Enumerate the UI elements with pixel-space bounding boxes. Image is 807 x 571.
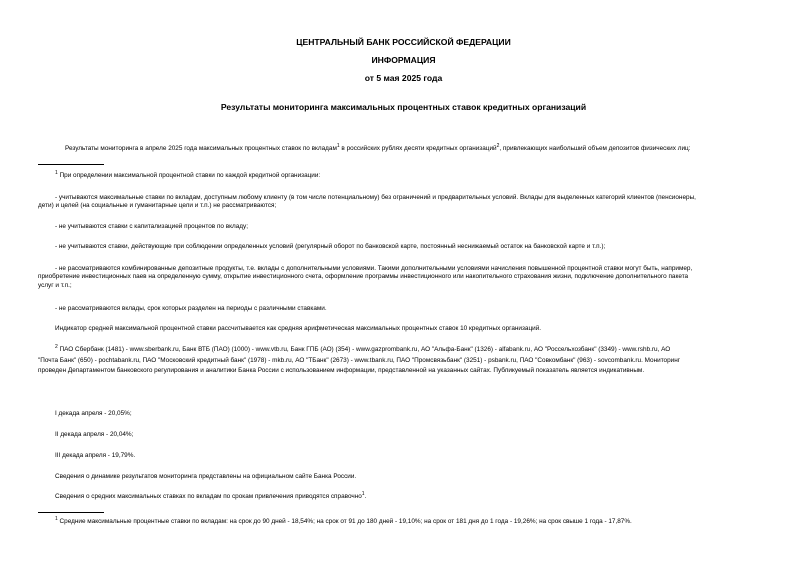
footnote-1-mark: 1 <box>55 169 58 176</box>
footnote-separator <box>38 164 104 165</box>
footnote-ref-3[interactable]: 1 <box>361 490 365 497</box>
footnote-2-line-3: проведен Департаментом банковского регулирования и аналитики Банка России с использованием информации, представленной на указанных сайтах. Публикуемый показатель является индикативным. <box>38 367 645 374</box>
footnote-ref-2[interactable]: 2 <box>496 142 500 149</box>
footnote-2-line-2: "Почта Банк" (650) - pochtabank.ru, ПАО "Московский кредитный банк" (1978) - mkb.ru, АО "ТБанк" (2673) - www.tbank.ru, ПАО "Промсвязьбанк" (3251) - psbank.ru, ПАО "Совкомбанк" (963) - sovcombank.ru. Мониторинг <box>38 357 681 364</box>
footnote-ref-1[interactable]: 1 <box>336 142 340 149</box>
intro-text-1: Результаты мониторинга в апреле 2025 года максимальных процентных ставок по вкладам <box>65 145 337 152</box>
footnote-2-mark: 2 <box>55 343 58 350</box>
footnote-1-lead-text: При определении максимальной процентной ставки по каждой кредитной организации: <box>57 172 321 179</box>
terms-note-text: Сведения о средних максимальных ставках по вкладам по срокам привлечения приводятся справочно <box>55 493 362 500</box>
decade-3-rate: III декада апреля - 19,79%. <box>55 452 136 459</box>
terms-note <box>55 490 367 500</box>
footnote-1-indicator: Индикатор средней максимальной процентной ставки рассчитывается как средняя арифметическая максимальных процентных ставок 10 кредитных организаций. <box>55 325 542 332</box>
document-date: от 5 мая 2025 года <box>364 73 443 83</box>
intro-text-2: в российских рублях десяти кредитных организаций <box>339 145 497 152</box>
footnote-1-item-4-line-2: приобретение инвестиционных паев на определенную сумму, открытие инвестиционного счета, оформление программы инвестиционного или накопительного страхования жизни, подключение дополнительного пакета <box>38 273 689 280</box>
footnote-1-item-2: - не учитываются ставки с капитализацией процентов по вкладу; <box>55 223 249 230</box>
footnote-2-line-1-text: ПАО Сбербанк (1481) - www.sberbank.ru, Банк ВТБ (ПАО) (1000) - www.vtb.ru, Банк ГПБ (АО) (354) - www.gazprombank.ru, АО "Альфа-Банк" (1326) - alfabank.ru, АО "Россельхозбанк" (3349) - www.rshb.ru, АО <box>57 346 671 353</box>
footnote-separator-2 <box>38 512 104 513</box>
decade-1-rate: I декада апреля - 20,05%; <box>55 410 132 417</box>
footnote-1-lead <box>55 169 321 179</box>
footnote-1-item-1-line-2: дети) и целей (на социальные и гуманитарные цели и т.п.) не рассматриваются; <box>38 202 277 209</box>
terms-note-end: . <box>364 493 367 500</box>
intro-paragraph <box>65 142 691 152</box>
footnote-1-item-4-line-1: - не рассматриваются комбинированные депозитные продукты, т.е. вклады с дополнительными условиями. Такими дополнительными условиями начисления повышенной процентной ставки могут быть, например, <box>55 265 693 272</box>
intro-text-3: , привлекающих наибольший объем депозитов физических лиц: <box>499 145 691 152</box>
footnote-3-mark: 1 <box>55 515 58 522</box>
footnote-1-item-4-line-3: услуг и т.п.; <box>38 282 72 289</box>
footnote-2-line-1 <box>55 343 671 353</box>
footnote-3-text: Средние максимальные процентные ставки по вкладам: на срок до 90 дней - 18,54%; на срок от 91 до 180 дней - 19,10%; на срок от 181 дня до 1 года - 19,26%; на срок свыше 1 года - 17,87%. <box>57 518 632 525</box>
footnote-1-item-1-line-1: - учитываются максимальные ставки по вкладам, доступным любому клиенту (в том числе потенциальному) без ограничений и предварительных условий. Вклады для выделенных категорий клиентов (пенсионеры, <box>55 194 696 201</box>
footnote-1-item-5: - не рассматриваются вклады, срок которых разделен на периоды с различными ставками. <box>55 305 327 312</box>
document-type: ИНФОРМАЦИЯ <box>371 55 436 65</box>
decade-2-rate: II декада апреля - 20,04%; <box>55 431 134 438</box>
bank-name: ЦЕНТРАЛЬНЫЙ БАНК РОССИЙСКОЙ ФЕДЕРАЦИИ <box>296 37 511 47</box>
dynamics-note: Сведения о динамике результатов мониторинга представлены на официальном сайте Банка России. <box>55 473 357 480</box>
footnote-3 <box>55 515 632 525</box>
document-title: Результаты мониторинга максимальных процентных ставок кредитных организаций <box>220 102 587 112</box>
footnote-1-item-3: - не учитываются ставки, действующие при соблюдении определенных условий (регулярный оборот по банковской карте, постоянный неснижаемый остаток на банковской карте и т.п.); <box>55 243 606 250</box>
